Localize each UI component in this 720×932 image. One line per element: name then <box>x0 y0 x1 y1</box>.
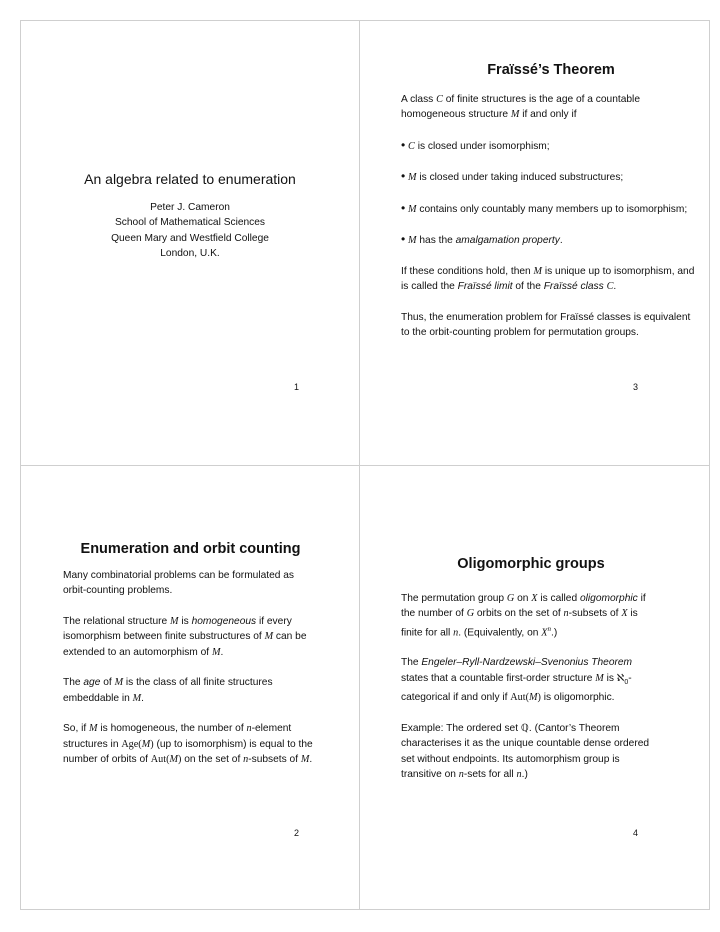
slide-1 <box>40 172 340 262</box>
bullet-closed-iso: • C is closed under isomorphism; <box>401 137 550 152</box>
page-number-4: 4 <box>633 828 639 838</box>
slide-4-para-3: Example: The ordered set ℚ. (Cantor’s Theorem characterises it as the unique countable dense ordered set without endpoints. Its automorphism group is transitive on n-sets for all n.) <box>401 722 650 781</box>
slide-2-para-2: The relational structure M is homogeneous if every isomorphism between finite substructures of M can be extended to an automorphism of M. <box>63 615 307 658</box>
bullet-closed-substructures: • M is closed under taking induced substructures; <box>401 169 624 183</box>
bullet-1-text: is closed under isomorphism; <box>417 140 550 152</box>
slide-4-para-1: The permutation group G on X is called oligomorphic if the number of G orbits on the set of n-subsets of X is finite for all n. (Equivalently, on $X^n$.) <box>401 592 646 638</box>
slide-2 <box>63 542 318 768</box>
slide-4 <box>401 557 661 783</box>
page-number-1: 1 <box>294 382 300 392</box>
slide-2-para-4: So, if M is homogeneous, the number of n-element structures in Age(M) (up to isomorphism) is equal to the number of orbits of Aut(M) on the set of n-subsets of M. <box>63 723 313 765</box>
slide-4-para-2: The Engeler–Ryll-Nardzewski–Svenonius Theorem states that a countable first-order structure M is ℵ$_0$-categorical if and only if Aut(M) is oligomorphic. <box>401 657 633 704</box>
bullet-amalgamation: • M has the amalgamation property. <box>401 232 563 246</box>
author: Peter J. Cameron <box>150 201 230 213</box>
bullet-2-text: is closed under taking induced substructures; <box>419 172 624 183</box>
slide-3-para-2: If these conditions hold, then M is unique up to isomorphism, and is called the Fraïssé limit of the Fraïssé class C. <box>401 265 695 292</box>
college: Queen Mary and Westfield College <box>111 232 269 244</box>
page-number-2: 2 <box>294 828 300 838</box>
horizontal-divider <box>20 465 710 466</box>
slide-1-title: An algebra related to enumeration <box>84 171 296 187</box>
slide-2-para-3: The age of M is the class of all finite structures embeddable in M. <box>63 677 273 704</box>
city: London, U.K. <box>160 248 220 259</box>
slide-3-para-3: Thus, the enumeration problem for Fraïssé classes is equivalent to the orbit-counting problem for permutation groups. <box>401 311 691 338</box>
slide-3-title: Fraïssé’s Theorem <box>487 62 615 78</box>
slide-3-intro: A class C of finite structures is the age of a countable homogeneous structure M if and only if <box>401 93 640 120</box>
slide-2-title: Enumeration and orbit counting <box>80 541 301 557</box>
bullet-countably-many: • M contains only countably many members up to isomorphism; <box>401 200 688 215</box>
slide-3 <box>401 63 701 341</box>
school: School of Mathematical Sciences <box>114 217 266 228</box>
slide-2-para-1: Many combinatorial problems can be formulated as orbit-counting problems. <box>63 569 295 596</box>
slide-4-title: Oligomorphic groups <box>457 556 605 572</box>
page-number-3: 3 <box>633 382 639 392</box>
